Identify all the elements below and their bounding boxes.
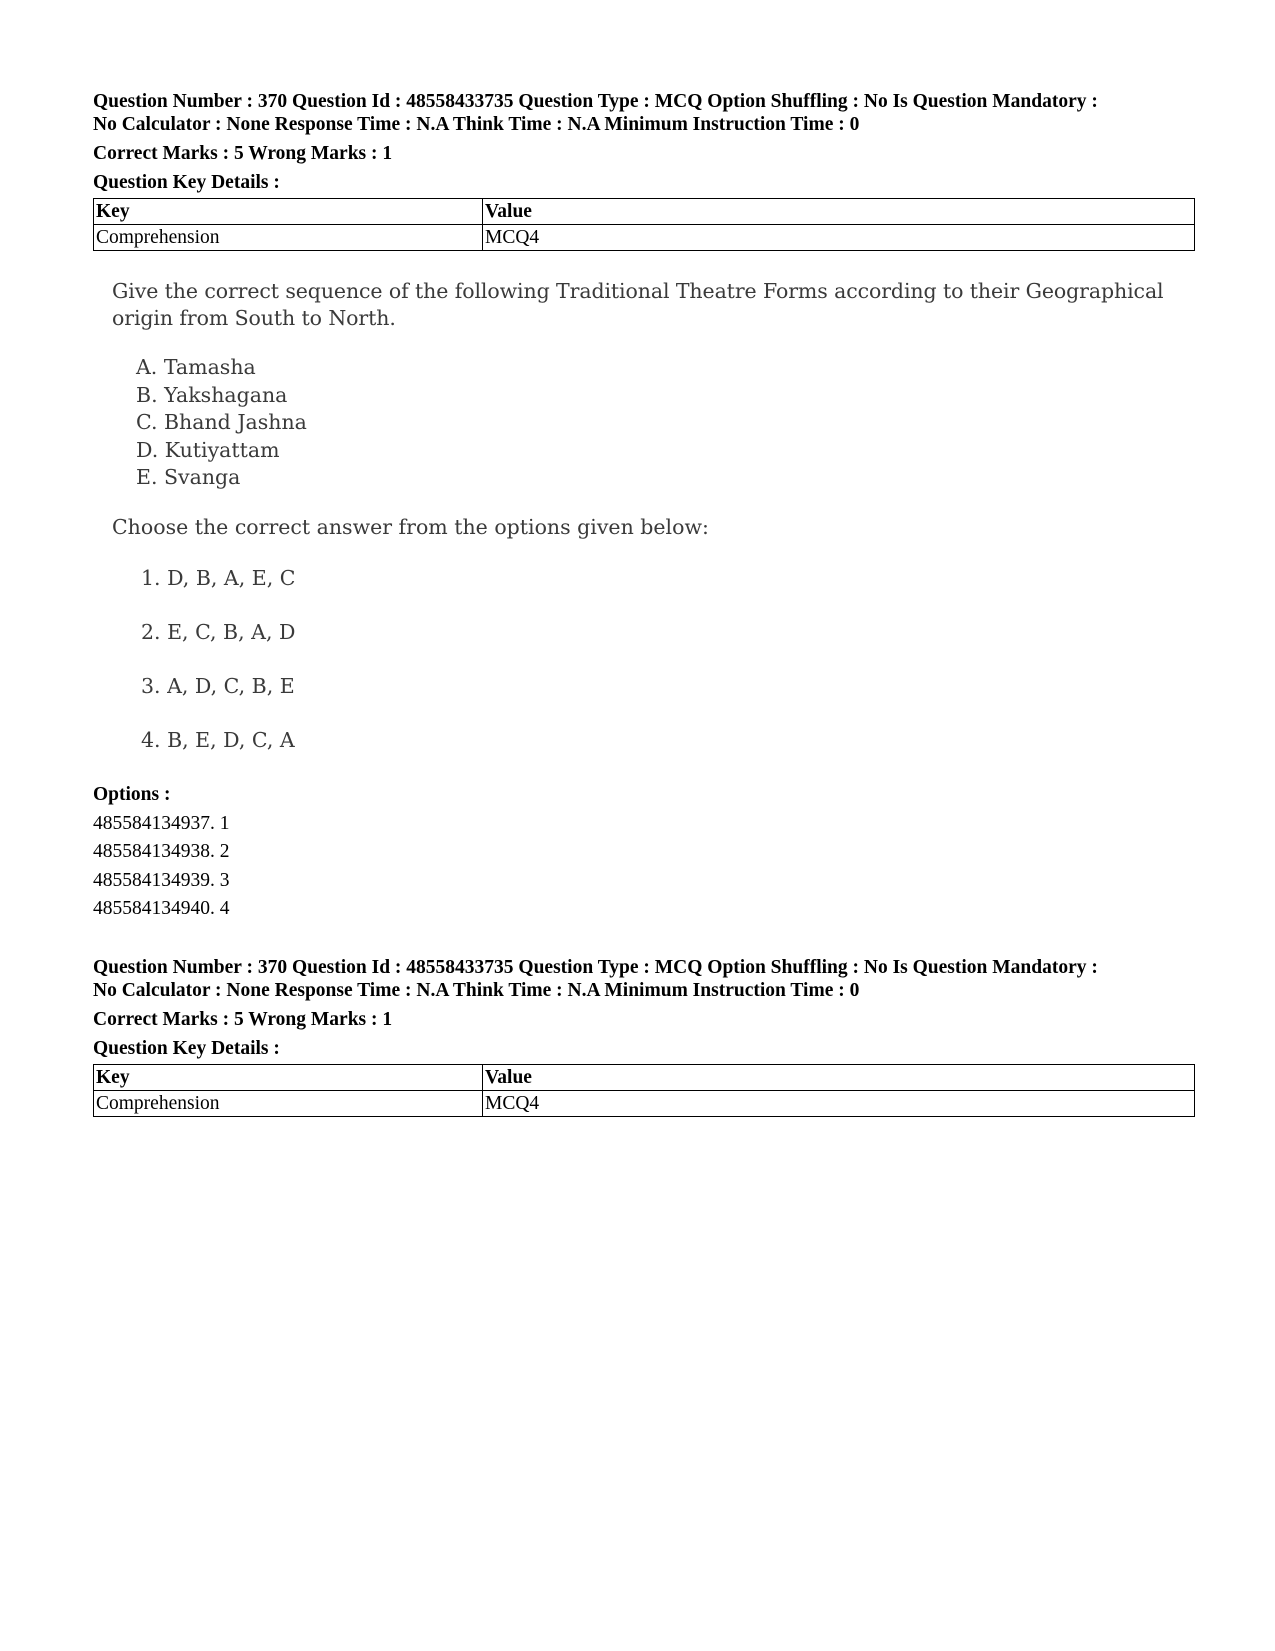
question-meta-line-2: No Calculator : None Response Time : N.A Think Time : N.A Minimum Instruction Time : 0 <box>93 114 860 135</box>
table-cell-value: MCQ4 <box>483 1091 1195 1117</box>
list-item: A. Tamasha <box>136 355 256 379</box>
question-meta-line-1: Question Number : 370 Question Id : 48558433735 Question Type : MCQ Option Shuffling : No Is Question Mandatory : <box>93 957 1098 978</box>
list-item: D. Kutiyattam <box>136 437 280 462</box>
list-item: B. Yakshagana <box>136 382 288 407</box>
question-text: Give the correct sequence of the following Traditional Theatre Forms according to their Geographical origin from South to North. <box>112 279 1164 330</box>
key-details-label: Question Key Details : <box>93 172 280 193</box>
table-header-row <box>94 1065 1195 1091</box>
options-section <box>93 781 230 924</box>
table-header-value: Value <box>483 199 1195 225</box>
table-cell-key: Comprehension <box>94 1091 483 1117</box>
table-row <box>94 1091 1195 1117</box>
table-header-value: Value <box>483 1065 1195 1091</box>
option-row: 485584134938. 2 <box>93 841 230 862</box>
theatre-forms-list <box>136 354 1172 492</box>
answer-choices-list <box>141 565 1172 781</box>
answer-choice: 4. B, E, D, C, A <box>141 727 295 752</box>
answer-choice: 2. E, C, B, A, D <box>141 619 296 644</box>
options-label: Options : <box>93 784 171 805</box>
list-item: C. Bhand Jashna <box>136 410 307 434</box>
table-header-row <box>94 199 1195 225</box>
question-meta-line-1: Question Number : 370 Question Id : 48558433735 Question Type : MCQ Option Shuffling : No Is Question Mandatory : <box>93 91 1098 112</box>
question-content <box>112 278 1172 781</box>
question-header-1 <box>93 90 1195 251</box>
marks-line: Correct Marks : 5 Wrong Marks : 1 <box>93 1009 393 1030</box>
option-row: 485584134939. 3 <box>93 869 230 891</box>
question-header-2 <box>93 956 1195 1117</box>
key-details-table <box>93 198 1195 251</box>
table-row <box>94 225 1195 251</box>
list-item: E. Svanga <box>136 465 241 489</box>
question-meta-line-2: No Calculator : None Response Time : N.A Think Time : N.A Minimum Instruction Time : 0 <box>93 980 860 1001</box>
table-header-key: Key <box>94 1065 483 1091</box>
marks-line: Correct Marks : 5 Wrong Marks : 1 <box>93 143 393 164</box>
option-row: 485584134940. 4 <box>93 898 230 919</box>
table-header-key: Key <box>94 199 483 225</box>
answer-choice: 1. D, B, A, E, C <box>141 565 296 590</box>
choose-instruction: Choose the correct answer from the options given below: <box>112 514 709 539</box>
table-cell-key: Comprehension <box>94 225 483 251</box>
table-cell-value: MCQ4 <box>483 225 1195 251</box>
key-details-table <box>93 1064 1195 1117</box>
answer-choice: 3. A, D, C, B, E <box>141 673 295 698</box>
option-row: 485584134937. 1 <box>93 812 230 834</box>
key-details-label: Question Key Details : <box>93 1038 280 1059</box>
